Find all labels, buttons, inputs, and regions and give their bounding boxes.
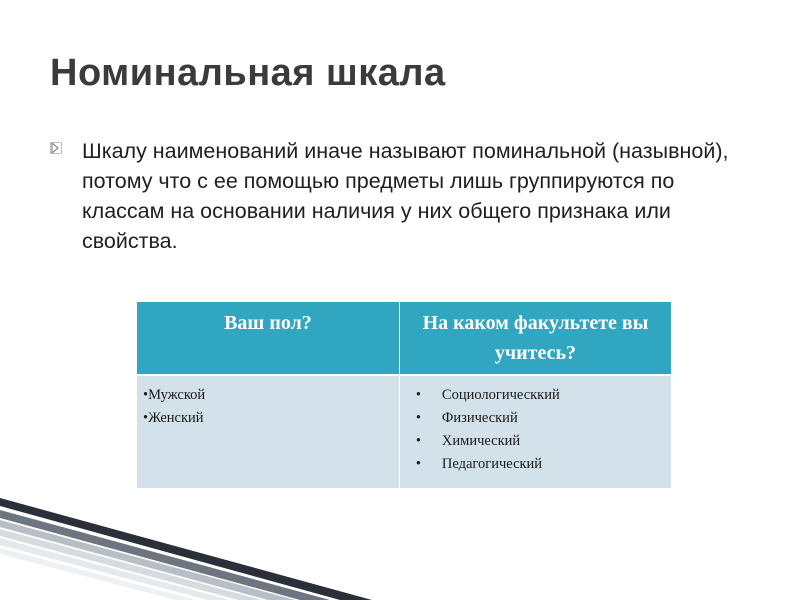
arrow-bullet-icon [50,142,62,157]
table-cell-gender-options [137,375,399,488]
list-item: • Социологическкий [416,384,667,407]
data-table [137,302,671,488]
faculty-options-list [404,384,667,476]
table-header-faculty: На каком факультете вы учитесь? [399,302,671,375]
table-header-row [137,302,671,375]
list-item: • Педагогический [416,453,667,476]
list-item: • Химический [416,430,667,453]
slide-title: Номинальная шкала [50,52,446,94]
list-item: • Мужской [143,384,395,407]
bullet-text: Шкалу наименований иначе называют поминальной (назывной), потому что с ее помощью предметы лишь группируются по классам на основании наличия у них общего признака или свойства. [82,139,729,253]
list-item: • Физический [416,407,667,430]
table-cell-faculty-options [399,375,671,488]
list-item: • Женский [143,407,395,430]
diagonal-lines-decoration [0,498,372,600]
table-row [137,375,671,488]
table-header-gender: Ваш пол? [137,302,399,375]
gender-options-list [141,384,395,430]
